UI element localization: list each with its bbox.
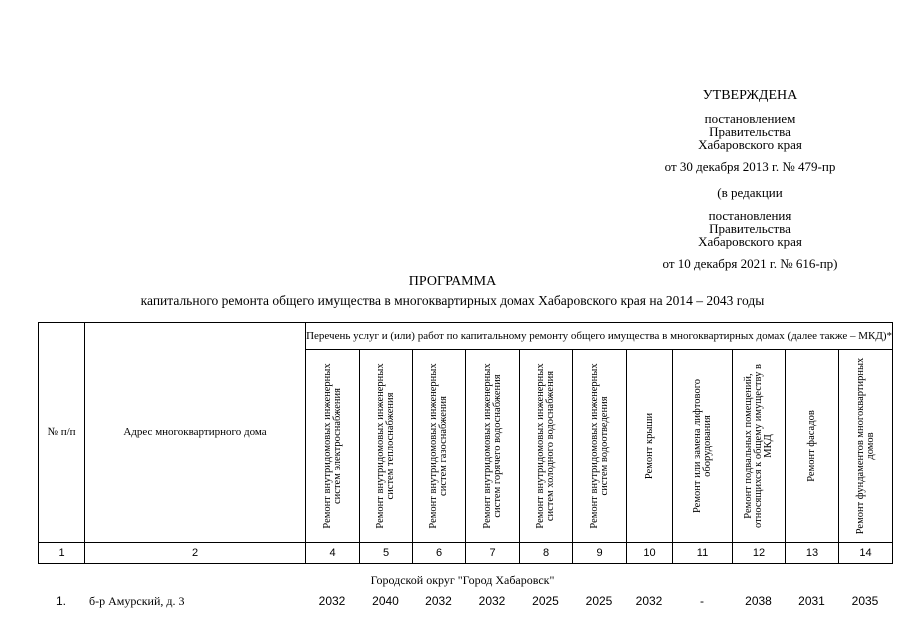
edition-open: (в редакции bbox=[717, 185, 783, 200]
row-value: 2038 bbox=[745, 594, 772, 608]
edition-line: Хабаровского края bbox=[698, 234, 802, 249]
header-col bbox=[413, 350, 466, 543]
approval-date: от 30 декабря 2013 г. № 479-пр bbox=[664, 159, 836, 174]
row-value: 2025 bbox=[532, 594, 559, 608]
header-col-label: Ремонт внутридомовых инженерных систем водоотведения bbox=[588, 363, 610, 529]
header-col-label: Ремонт внутридомовых инженерных систем теплоснабжения bbox=[375, 363, 396, 529]
table-row bbox=[0, 594, 905, 608]
header-col bbox=[573, 350, 627, 543]
column-number: 11 bbox=[673, 543, 733, 564]
edition-line: постановления bbox=[708, 208, 792, 223]
program-subtitle: капитального ремонта общего имущества в многоквартирных домах Хабаровского края на 2014 – 2043 годы bbox=[140, 293, 765, 308]
header-group: Перечень услуг и (или) работ по капитальному ремонту общего имущества в многоквартирных домах (далее также – МКД)* bbox=[306, 323, 893, 350]
row-value: 2025 bbox=[585, 594, 613, 608]
row-value: 2035 bbox=[851, 594, 879, 608]
approval-line: Хабаровского края bbox=[698, 137, 802, 152]
header-col-label: Ремонт фундаментов многоквартирных домов bbox=[854, 357, 876, 535]
header-col-label: Ремонт внутридомовых инженерных систем электроснабжения bbox=[321, 363, 343, 529]
column-number: 13 bbox=[786, 543, 839, 564]
edition-date: от 10 декабря 2021 г. № 616-пр) bbox=[662, 256, 838, 271]
header-col bbox=[839, 350, 893, 543]
row-value: 2031 bbox=[798, 594, 825, 608]
header-col-label: Ремонт фасадов bbox=[806, 410, 817, 482]
header-col bbox=[733, 350, 786, 543]
header-address: Адрес многоквартирного дома bbox=[85, 323, 306, 543]
row-value: 2032 bbox=[635, 594, 663, 608]
column-number: 2 bbox=[85, 543, 306, 564]
header-col-label: Ремонт крыши bbox=[643, 412, 655, 480]
header-num: № п/п bbox=[39, 323, 85, 543]
column-number: 6 bbox=[413, 543, 466, 564]
header-col bbox=[673, 350, 733, 543]
column-number: 14 bbox=[839, 543, 893, 564]
row-value: 2032 bbox=[425, 594, 452, 608]
row-value: 2032 bbox=[478, 594, 506, 608]
column-number: 4 bbox=[306, 543, 360, 564]
header-col-label: Ремонт подвальных помещений, относящихся к общему имуществу в МКД bbox=[743, 364, 774, 528]
header-col bbox=[627, 350, 673, 543]
approval-line: постановлением bbox=[704, 111, 796, 126]
approval-line: Правительства bbox=[709, 124, 791, 139]
column-number: 8 bbox=[520, 543, 573, 564]
column-number: 9 bbox=[573, 543, 627, 564]
header-col-label: Ремонт внутридомовых инженерных систем горячего водоснабжения bbox=[481, 363, 503, 529]
header-col bbox=[466, 350, 520, 543]
approval-title: УТВЕРЖДЕНА bbox=[702, 88, 798, 103]
column-number: 7 bbox=[466, 543, 520, 564]
approval-block bbox=[640, 88, 860, 272]
header-col bbox=[360, 350, 413, 543]
program-table bbox=[38, 322, 893, 564]
header-col bbox=[520, 350, 573, 543]
column-number: 10 bbox=[627, 543, 673, 564]
header-col-label: Ремонт внутридомовых инженерных систем холодного водоснабжения bbox=[535, 363, 556, 529]
column-number: 12 bbox=[733, 543, 786, 564]
header-col-label: Ремонт или замена лифтового оборудования bbox=[691, 379, 713, 514]
column-number: 1 bbox=[39, 543, 85, 564]
header-col-label: Ремонт внутридомовых инженерных систем газоснабжения bbox=[428, 363, 449, 529]
edition-line: Правительства bbox=[709, 221, 791, 236]
header-col bbox=[306, 350, 360, 543]
row-value: 2032 bbox=[318, 594, 346, 608]
program-title: ПРОГРАММА bbox=[408, 274, 497, 289]
column-number: 5 bbox=[360, 543, 413, 564]
header-col bbox=[786, 350, 839, 543]
row-number: 1. bbox=[55, 594, 66, 608]
row-address: б-р Амурский, д. 3 bbox=[89, 594, 185, 608]
row-value: 2040 bbox=[372, 594, 399, 608]
row-value: - bbox=[700, 594, 704, 608]
district-label: Городской округ "Город Хабаровск" bbox=[370, 573, 555, 587]
